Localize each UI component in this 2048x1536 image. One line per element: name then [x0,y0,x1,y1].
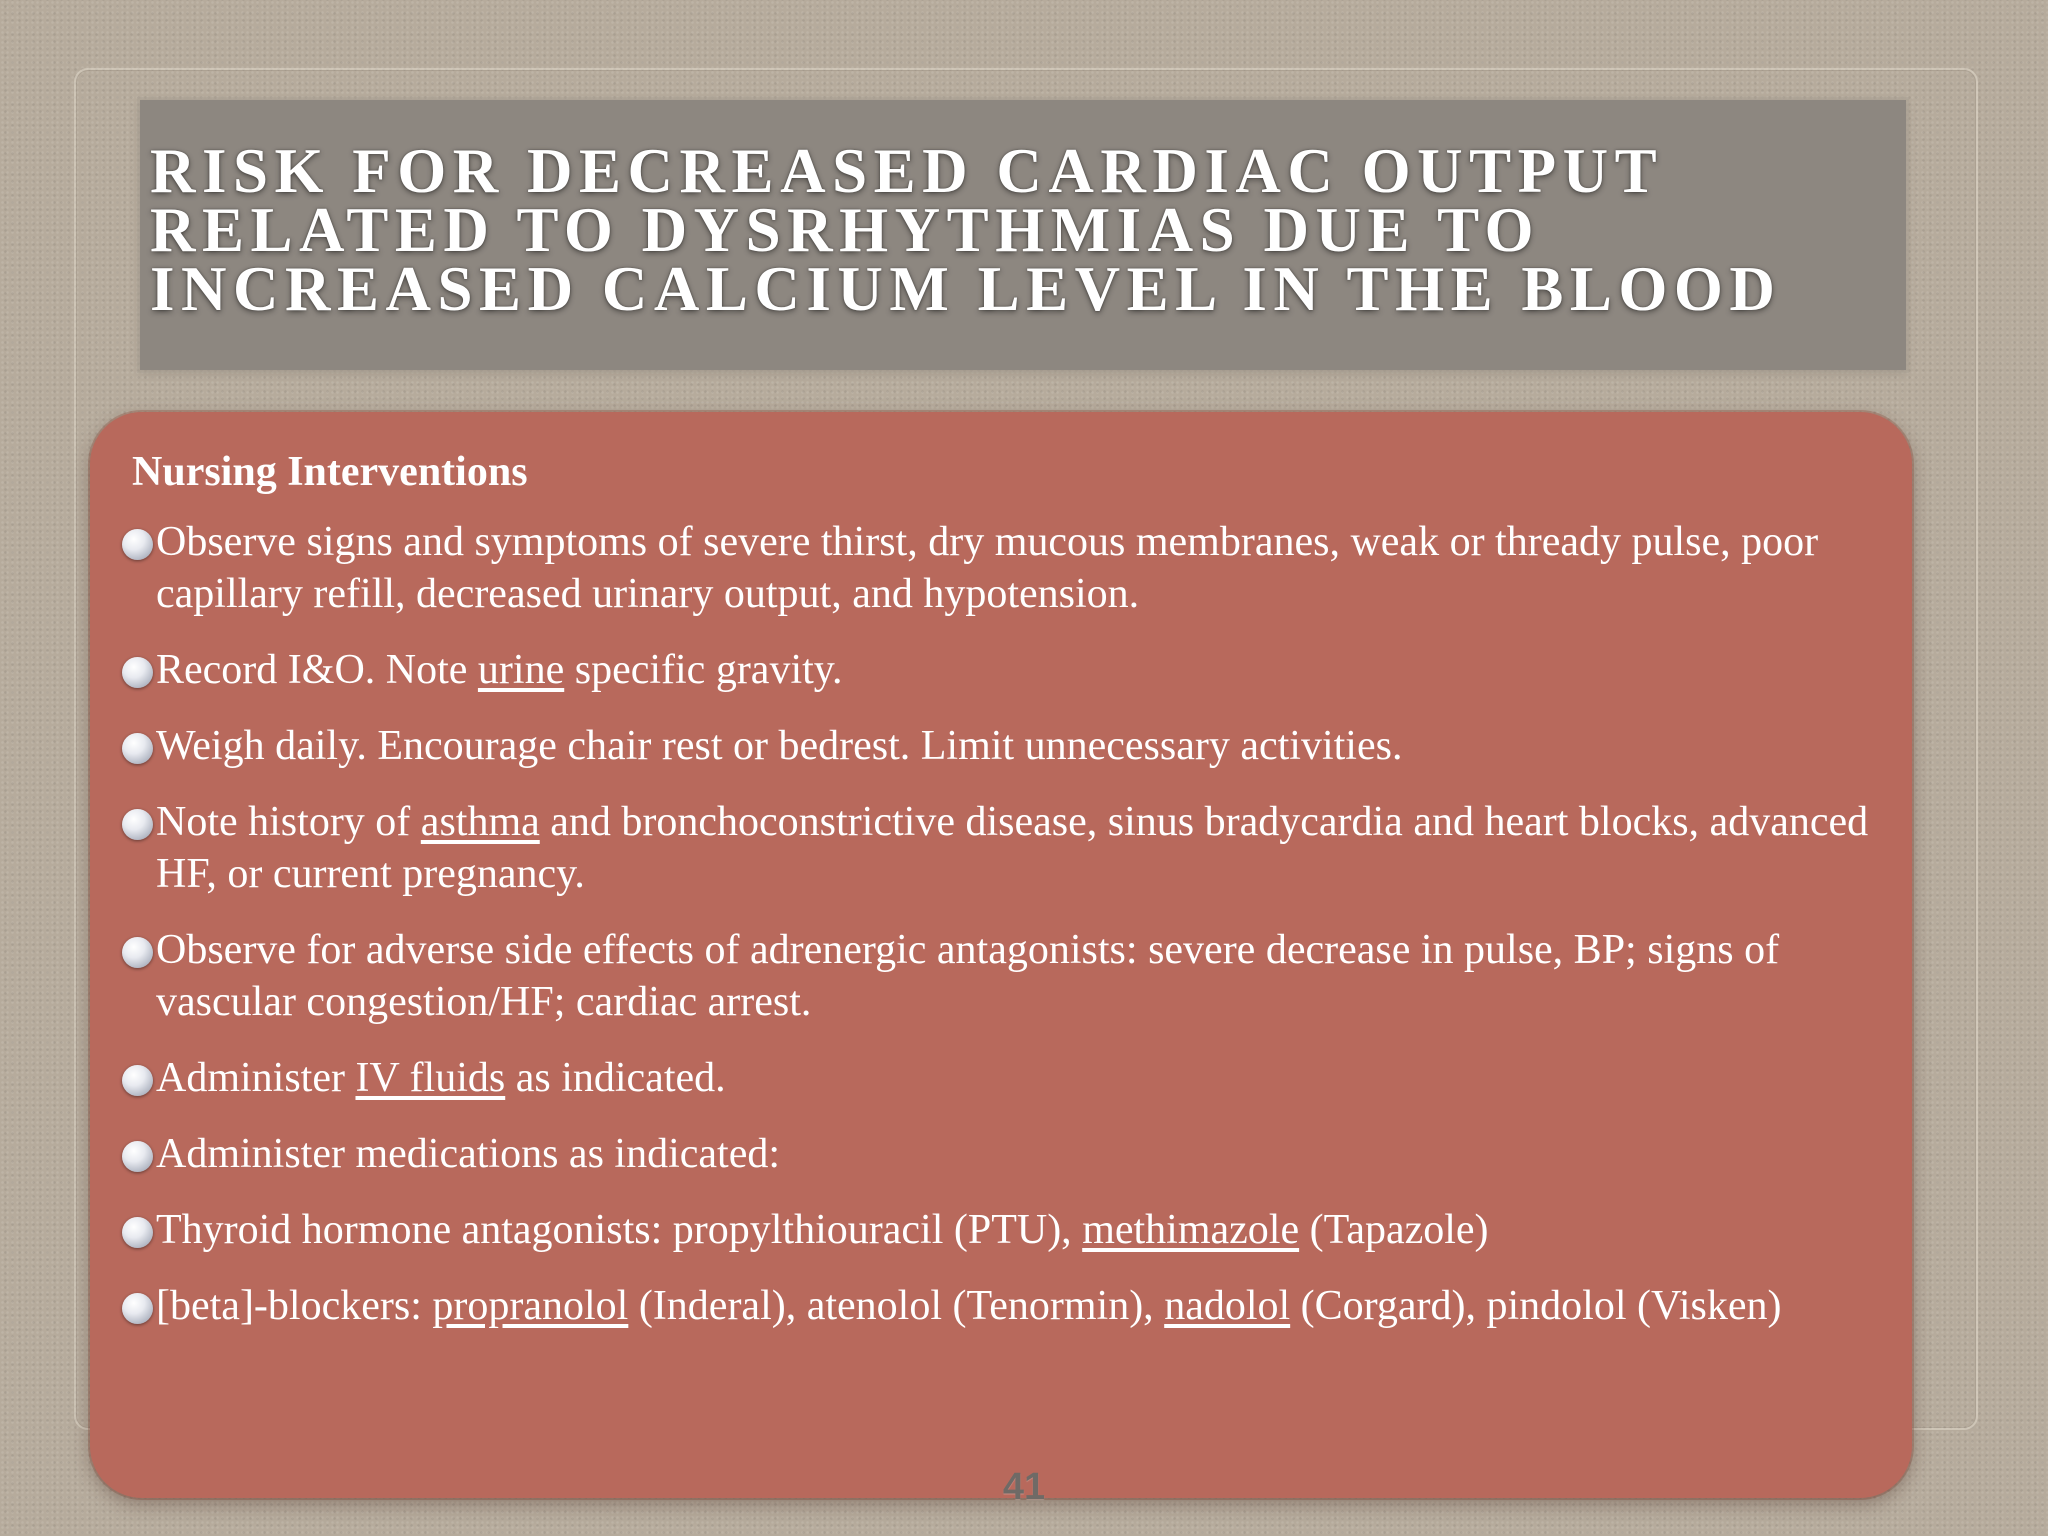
text-segment: as indicated. [505,1055,726,1101]
bullet-icon [122,1217,153,1248]
text-segment: (Tapazole) [1299,1207,1489,1253]
title-banner [140,100,1906,370]
title-line: RELATED TO DYSRHYTHMIAS DUE TO [150,195,1540,265]
list-item [110,1204,1872,1256]
bullet-icon [122,529,153,560]
content-panel [90,412,1912,1498]
text-segment: specific gravity. [564,647,843,693]
text-segment: Record I&O. Note [156,647,478,693]
list-item [110,516,1872,620]
list-item-text [156,1055,726,1101]
text-segment: (Corgard), pindolol (Visken) [1290,1283,1782,1329]
bullet-icon [122,1141,153,1172]
list-item-text [156,723,1402,769]
text-segment: (Inderal), atenolol (Tenormin), [628,1283,1165,1329]
text-segment: Administer medications as indicated: [156,1131,781,1177]
text-segment: Note history of [156,799,421,845]
bullet-icon [122,733,153,764]
list-item [110,1280,1872,1332]
section-heading: Nursing Interventions [132,449,528,495]
text-segment: Observe for adverse side effects of adrenergic antagonists: severe decrease in pulse, BP; signs of vascular congestion/HF; cardiac arrest. [156,927,1780,1025]
title-line: INCREASED CALCIUM LEVEL IN THE BLOOD [150,254,1782,324]
list-item-text [156,1131,780,1177]
slide-title [150,136,1906,324]
list-item [110,1052,1872,1104]
list-item-text [156,799,1868,897]
page-number: 41 [1002,1466,1046,1508]
list-item [110,924,1872,1028]
list-item-text [156,647,843,693]
text-segment: Administer [156,1055,356,1101]
hyperlink[interactable]: nadolol [1164,1283,1291,1329]
list-item-text [156,1283,1781,1329]
text-segment: Observe signs and symptoms of severe thirst, dry mucous membranes, weak or thready pulse, poor capillary refill, decreased urinary output, and hypotension. [156,519,1819,617]
list-item-text [156,927,1779,1025]
text-segment: and bronchoconstrictive disease, sinus bradycardia and heart blocks, advanced HF, or current pregnancy. [156,799,1869,897]
list-item-text [156,519,1818,617]
title-line: RISK FOR DECREASED CARDIAC OUTPUT [150,136,1664,206]
list-item [110,1128,1872,1180]
bullet-icon [122,657,153,688]
hyperlink[interactable]: methimazole [1082,1207,1300,1253]
text-segment: Thyroid hormone antagonists: propylthiouracil (PTU), [156,1207,1083,1253]
list-item-text [156,1207,1489,1253]
list-item [110,644,1872,696]
hyperlink[interactable]: propranolol [432,1283,629,1329]
bullet-icon [122,937,153,968]
bullet-icon [122,809,153,840]
text-segment: Weigh daily. Encourage chair rest or bedrest. Limit unnecessary activities. [156,723,1403,769]
list-item [110,796,1872,900]
text-segment: [beta]-blockers: [156,1283,433,1329]
hyperlink[interactable]: asthma [420,799,540,845]
hyperlink[interactable]: urine [477,647,565,693]
list-item [110,720,1872,772]
bullet-icon [122,1293,153,1324]
bullet-list [110,516,1872,1332]
hyperlink[interactable]: IV fluids [355,1055,506,1101]
bullet-icon [122,1065,153,1096]
